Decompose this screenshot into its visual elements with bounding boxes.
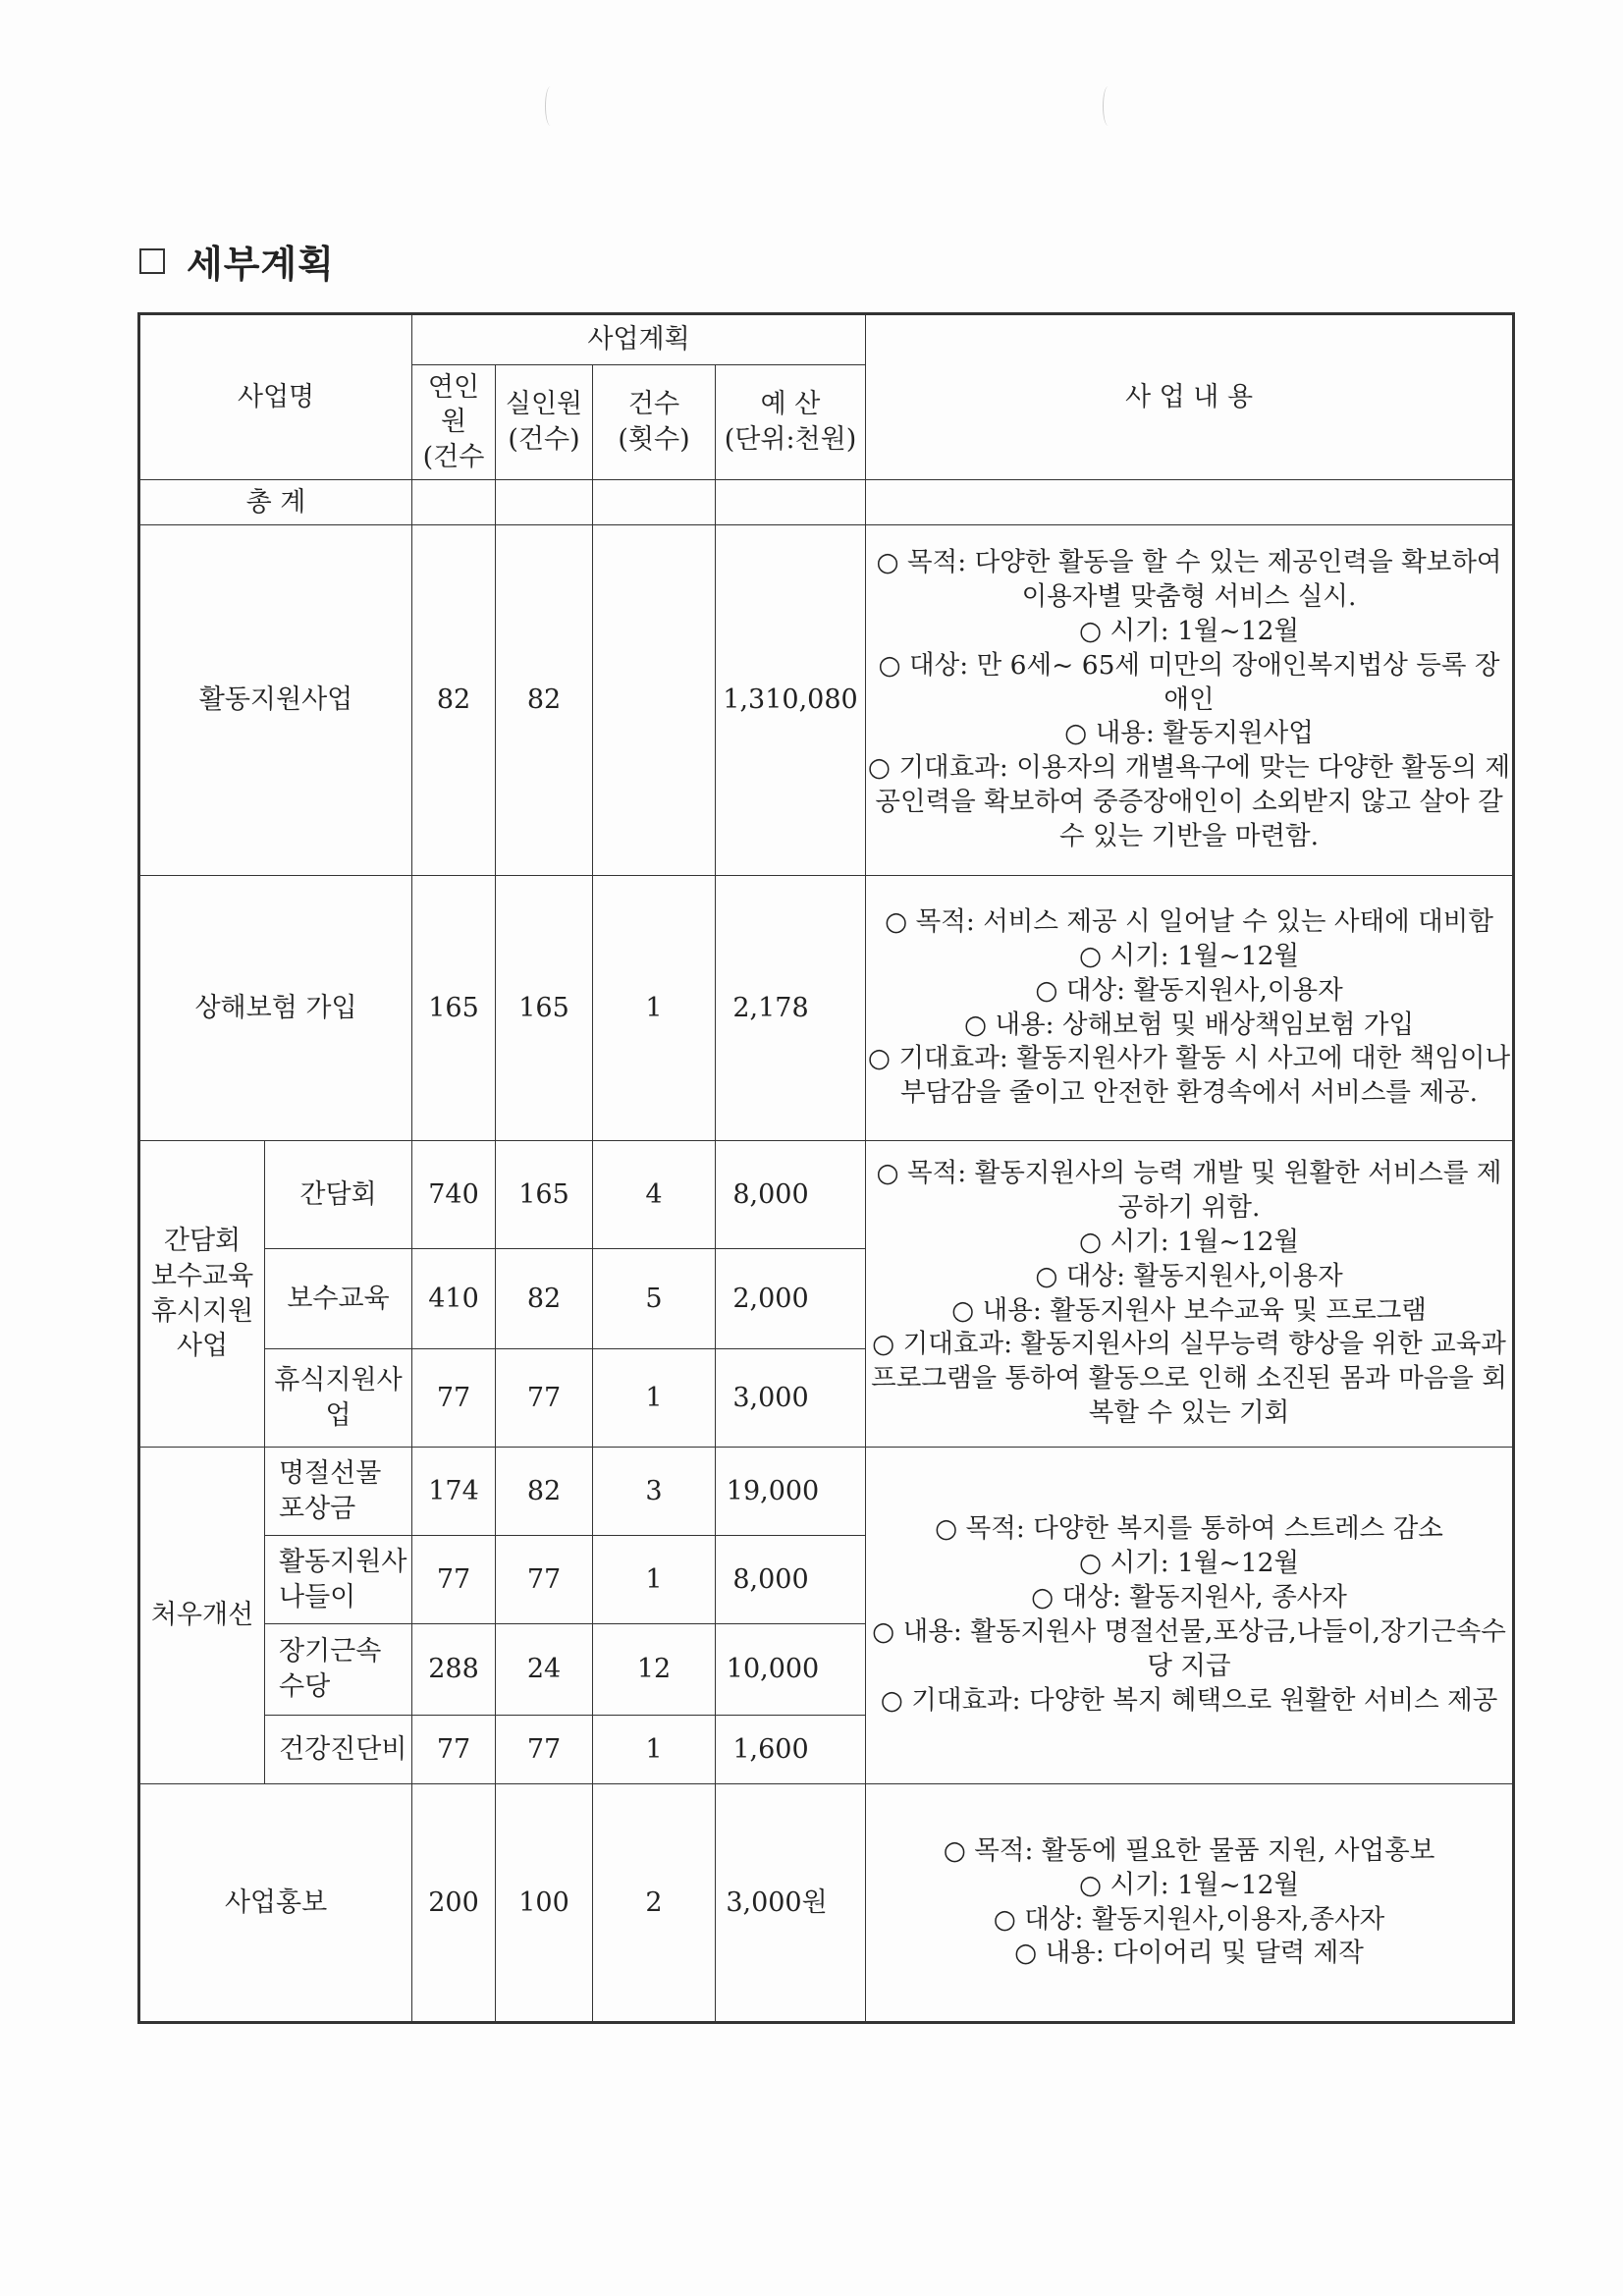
table-row [139,1448,1514,1536]
total-content [866,480,1514,525]
sub-row-name: 장기근속 수당 [265,1624,412,1716]
scan-artifact [1103,86,1113,126]
row-annual: 174 [412,1448,496,1536]
row-content: ○ 목적: 활동에 필요한 물품 지원, 사업홍보 ○ 시기: 1월~12월 ○ 대상: 활동지원사,이용자,종사자 ○ 내용: 다이어리 및 달력 제작 [866,1784,1514,2023]
section-title: 세부계획 [187,243,335,286]
row-content: ○ 목적: 다양한 활동을 할 수 있는 제공인력을 확보하여 이용자별 맞춤형 서비스 실시. ○ 시기: 1월~12월 ○ 대상: 만 6세~ 65세 미만의 장애인복지법상 등록 장애인 ○ 내용: 활동지원사업 ○ 기대효과: 이용자의 개별욕구에 맞는 다양한 활동의 제공인력을 확보하여 중증장애인이 소외받지 않고 살아 갈수 있는 기반을 마련함. [866,525,1514,876]
row-annual: 77 [412,1349,496,1448]
row-budget: 10,000 [716,1624,866,1716]
header-actual-persons: 실인원 (건수) [496,365,593,480]
total-label: 총 계 [139,480,412,525]
row-annual: 77 [412,1716,496,1784]
row-actual: 82 [496,1448,593,1536]
row-count: 4 [593,1141,716,1249]
group-label-education: 간담회 보수교육 휴시지원 사업 [139,1141,265,1448]
header-business-plan: 사업계획 [412,314,866,365]
scan-artifact [545,86,556,126]
row-budget: 2,178 [716,876,866,1141]
header-budget: 예 산 (단위:천원) [716,365,866,480]
row-actual: 100 [496,1784,593,2023]
section-heading [139,234,335,288]
row-count: 1 [593,1536,716,1624]
detail-plan-table [137,312,1515,2024]
row-annual: 410 [412,1249,496,1349]
row-annual: 200 [412,1784,496,2023]
row-actual: 77 [496,1349,593,1448]
row-budget: 1,310,080 [716,525,866,876]
row-count: 1 [593,1349,716,1448]
row-annual: 740 [412,1141,496,1249]
row-actual: 24 [496,1624,593,1716]
row-budget: 1,600 [716,1716,866,1784]
row-annual: 82 [412,525,496,876]
row-name: 상해보험 가입 [139,876,412,1141]
sub-row-name: 명절선물 포상금 [265,1448,412,1536]
header-business-name: 사업명 [139,314,412,480]
row-actual: 82 [496,525,593,876]
row-budget: 3,000원 [716,1784,866,2023]
header-annual-persons: 연인 원 (건수 [412,365,496,480]
sub-row-name: 보수교육 [265,1249,412,1349]
sub-row-name: 간담회 [265,1141,412,1249]
row-count: 3 [593,1448,716,1536]
row-name: 활동지원사업 [139,525,412,876]
group-content-welfare: ○ 목적: 다양한 복지를 통하여 스트레스 감소 ○ 시기: 1월~12월 ○ 대상: 활동지원사, 종사자 ○ 내용: 활동지원사 명절선물,포상금,나들이,장기근속수당 지급 ○ 기대효과: 다양한 복지 혜택으로 원활한 서비스 제공 [866,1448,1514,1784]
row-budget: 8,000 [716,1141,866,1249]
table-row [139,525,1514,876]
row-count: 1 [593,876,716,1141]
row-budget: 2,000 [716,1249,866,1349]
group-label-welfare: 처우개선 [139,1448,265,1784]
row-annual: 288 [412,1624,496,1716]
row-count: 1 [593,1716,716,1784]
checkbox-square-icon [139,248,165,274]
row-count [593,525,716,876]
group-content-education: ○ 목적: 활동지원사의 능력 개발 및 원활한 서비스를 제공하기 위함. ○ 시기: 1월~12월 ○ 대상: 활동지원사,이용자 ○ 내용: 활동지원사 보수교육 및 프로그램 ○ 기대효과: 활동지원사의 실무능력 향상을 위한 교육과 프로그램을 통하여 활동으로 인해 소진된 몸과 마음을 회복할 수 있는 기회 [866,1141,1514,1448]
row-actual: 165 [496,876,593,1141]
table-row [139,1784,1514,2023]
row-budget: 3,000 [716,1349,866,1448]
sub-row-name: 활동지원사 나들이 [265,1536,412,1624]
row-actual: 165 [496,1141,593,1249]
row-annual: 77 [412,1536,496,1624]
table-row [139,876,1514,1141]
sub-row-name: 건강진단비 [265,1716,412,1784]
row-actual: 77 [496,1716,593,1784]
row-content: ○ 목적: 서비스 제공 시 일어날 수 있는 사태에 대비함 ○ 시기: 1월~12월 ○ 대상: 활동지원사,이용자 ○ 내용: 상해보험 및 배상책임보험 가입 ○ 기대효과: 활동지원사가 활동 시 사고에 대한 책임이나 부담감을 줄이고 안전한 환경속에서 서비스를 제공. [866,876,1514,1141]
table-row-total [139,480,1514,525]
row-annual: 165 [412,876,496,1141]
total-count [593,480,716,525]
header-count: 건수 (횟수) [593,365,716,480]
total-annual [412,480,496,525]
row-actual: 77 [496,1536,593,1624]
row-name: 사업홍보 [139,1784,412,2023]
row-count: 5 [593,1249,716,1349]
row-actual: 82 [496,1249,593,1349]
total-actual [496,480,593,525]
header-business-content: 사 업 내 용 [866,314,1514,480]
sub-row-name: 휴식지원사 업 [265,1349,412,1448]
table-row [139,1141,1514,1249]
total-budget [716,480,866,525]
row-count: 2 [593,1784,716,2023]
row-budget: 19,000 [716,1448,866,1536]
row-budget: 8,000 [716,1536,866,1624]
row-count: 12 [593,1624,716,1716]
